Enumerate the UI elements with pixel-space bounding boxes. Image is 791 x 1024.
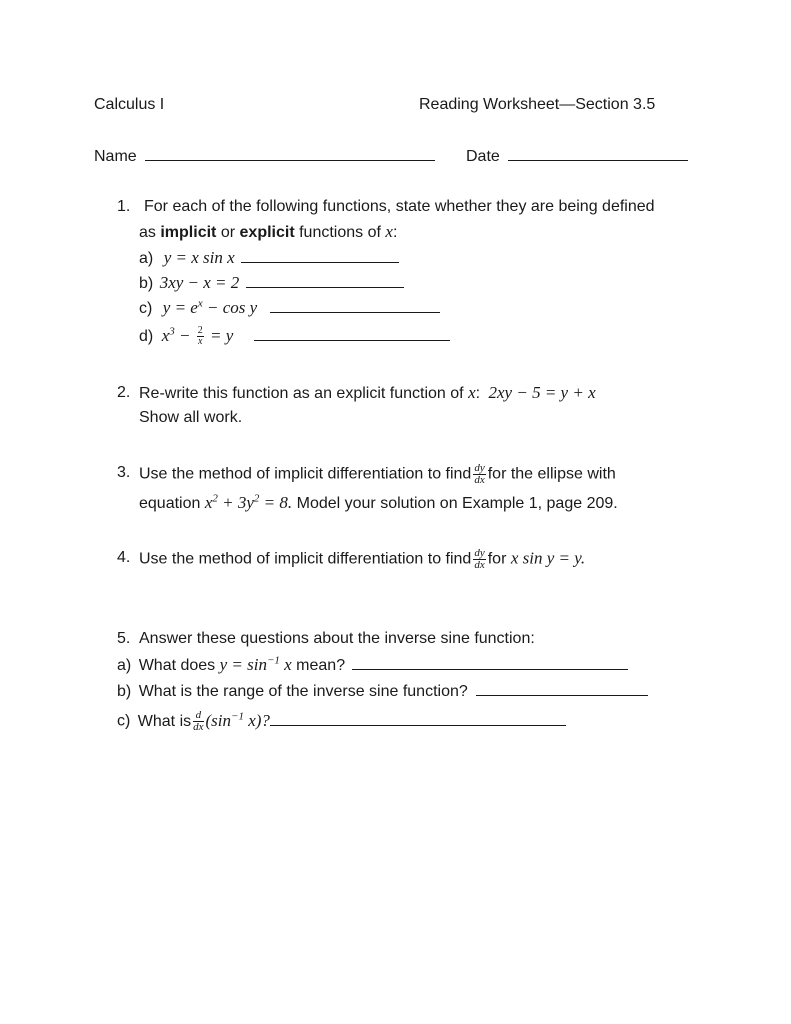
q1-item-a-label: a) (139, 250, 154, 267)
q4-equation: x sin y = y. (510, 548, 586, 568)
q3-number: 3. (117, 464, 131, 481)
q1-functions-of: functions of (299, 224, 381, 241)
q5-c-answer[interactable] (270, 711, 566, 726)
q1-item-b-expr: 3xy − x = 2 (159, 273, 240, 292)
name-label: Name (94, 148, 137, 165)
name-row (94, 146, 435, 167)
q1-text-line2 (139, 222, 397, 243)
q1-item-c (139, 298, 440, 319)
q1-item-c-label: c) (139, 300, 153, 317)
q1-as: as (139, 224, 156, 241)
q2-number: 2. (117, 384, 131, 401)
q2-prompt: Re-write this function as an explicit function of (139, 385, 464, 402)
date-row (466, 146, 688, 167)
name-field[interactable] (145, 146, 435, 161)
q3-prompt: Use the method of implicit differentiation to find (139, 465, 472, 483)
q1-explicit: explicit (239, 224, 295, 241)
q2-show-work: Show all work. (139, 409, 243, 426)
q4-number: 4. (117, 549, 131, 566)
q2-text: Re-write this function as an explicit function of x: 2xy − 5 = y + x (139, 383, 596, 402)
q5-a-answer[interactable] (352, 655, 628, 670)
q3-model: Model your solution on Example 1, page 209. (296, 495, 618, 512)
q4-prompt: Use the method of implicit differentiation to find (139, 550, 472, 568)
q5-item-c: c) What is $\frac{d}{dx}$ ($\sin^{-1}$ x)? (117, 710, 566, 733)
q1-colon: : (392, 224, 398, 241)
q1-number: 1. (117, 198, 131, 215)
q1-item-d-fraction: $\frac{2}{x}$ (197, 325, 203, 348)
worksheet-title: Reading Worksheet—Section 3.5 (419, 96, 656, 113)
q1-text-line1: For each of the following functions, state whether they are being defined (144, 198, 655, 215)
q1-item-d-label: d) (139, 328, 154, 345)
q4-dydx: $\frac{dy}{dx}$ (474, 547, 485, 571)
course-title: Calculus I (94, 96, 165, 113)
q2-var: x (468, 383, 476, 402)
q3-dydx: $\frac{dy}{dx}$ (474, 462, 485, 486)
q1-item-a (139, 248, 399, 269)
q5-text: Answer these questions about the inverse sine function: (139, 630, 535, 647)
q1-item-a-answer[interactable] (241, 248, 399, 263)
q3-equation: $x^2 + 3y^2 = 8$. (204, 492, 293, 512)
q5-number: 5. (117, 630, 131, 647)
q1-item-a-expr: y = x sin x (163, 248, 235, 267)
q1-or: or (220, 224, 236, 241)
date-label: Date (466, 148, 500, 165)
q1-item-b-answer[interactable] (246, 273, 404, 288)
q1-var-x: x (385, 222, 393, 241)
q5-a-equation: $y = \sin^{-1} x$ (219, 654, 292, 674)
q1-item-d: d) $x^3$ − $\frac{2}{x}$ = y (139, 326, 450, 347)
q1-item-d-expr: $x^3$ − (161, 325, 195, 345)
q5-a-label: a) (117, 657, 132, 674)
q3-line2: equation $x^2 + 3y^2 = 8$. Model your solution on Example 1, page 209. (139, 492, 618, 512)
q1-item-c-expr: $y = e^x - \cos y$ (162, 297, 258, 317)
q1-item-b-label: b) (139, 275, 154, 292)
q3-line1 (139, 463, 616, 486)
q5-c-label: c) (117, 712, 131, 730)
q1-item-d-answer[interactable] (254, 326, 450, 341)
q2-equation: 2xy − 5 = y + x (488, 383, 596, 402)
q5-c-expression: ($\sin^{-1}$ x)? (205, 710, 270, 730)
q5-b-label: b) (117, 683, 132, 700)
date-field[interactable] (508, 146, 688, 161)
q5-item-a: a) What does $y = \sin^{-1} x$ mean? (117, 655, 628, 676)
q5-item-b: b) What is the range of the inverse sine function? (117, 681, 648, 702)
q5-b-answer[interactable] (476, 681, 648, 696)
q1-item-c-answer[interactable] (270, 298, 440, 313)
q5-c-derivative: $\frac{d}{dx}$ (193, 709, 204, 733)
q3-ellipse: for the ellipse with (487, 465, 616, 483)
q1-implicit: implicit (160, 224, 217, 241)
q1-item-b (139, 273, 404, 294)
q4-line: Use the method of implicit differentiation to find $\frac{dy}{dx}$ for x sin y = y. (139, 547, 586, 571)
